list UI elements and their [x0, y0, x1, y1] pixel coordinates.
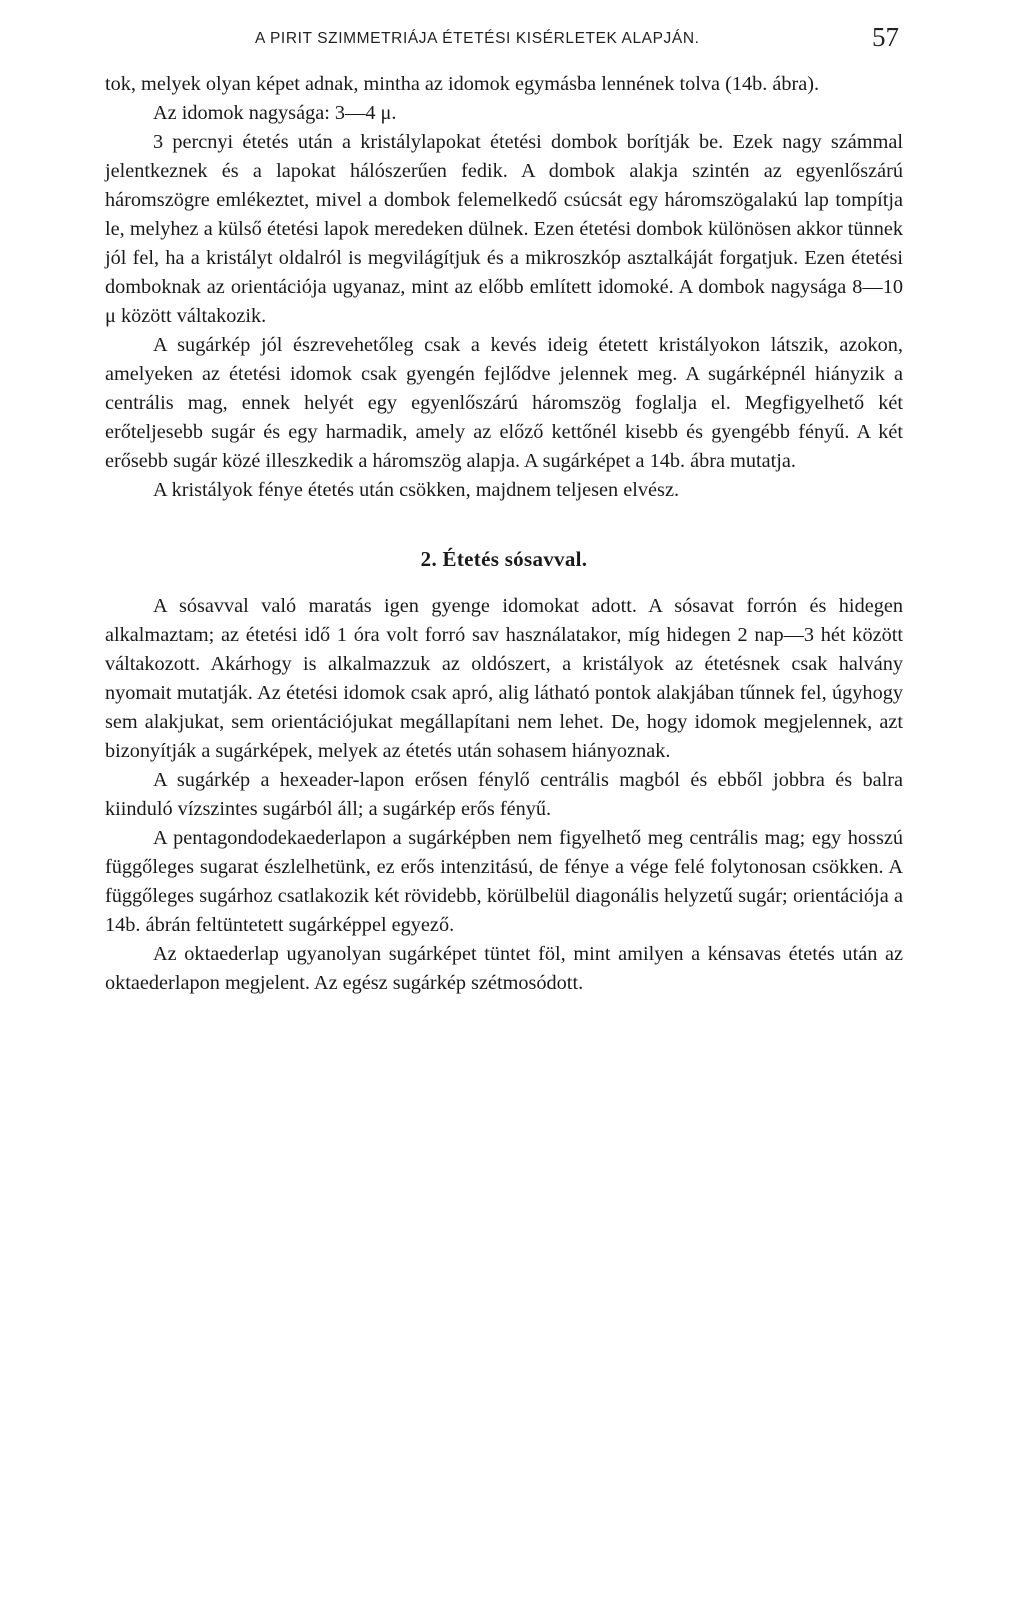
- running-title: A PIRIT SZIMMETRIÁJA ÉTETÉSI KISÉRLETEK ALAPJÁN.: [255, 30, 700, 47]
- paragraph-octahedron-ray: Az oktaederlap ugyanolyan sugárképet tüntet föl, mint amilyen a kénsavas étetés után az oktaederlapon megjelent. Az egész sugárkép szétmosódott.: [105, 943, 903, 994]
- paragraph-crystal-luster: A kristályok fénye étetés után csökken, majdnem teljesen elvész.: [153, 479, 680, 501]
- paragraph-etching-hills: 3 percnyi étetés után a kristálylapokat étetési dombok borítják be. Ezek nagy számmal jelentkeznek és a lapokat hálószerűen fedik. A dombok alakja szintén az egyenlőszárú háromszögre emlékeztet, mivel a dombok felemelkedő csúcsát egy háromszögalakú lap tompítja le, melyhez a külső étetési lapok meredeken dülnek. Ezen étetési dombok különösen akkor tünnek jól fel, ha a kristályt oldalról is megvilágítjuk és a mikroszkóp asztalkáját forgatjuk. Ezen étetési domboknak az orientációja ugyanaz, mint az előbb említett idomoké. A dombok nagysága 8—10 μ között váltakozik.: [105, 131, 903, 327]
- book-page: [105, 18, 903, 998]
- running-header: [105, 18, 903, 70]
- paragraph-continuation: tok, melyek olyan képet adnak, mintha az idomok egymásba lennének tolva (14b. ábra).: [105, 73, 820, 95]
- paragraph-idom-size: Az idomok nagysága: 3—4 μ.: [153, 102, 397, 124]
- body-text: [105, 70, 903, 998]
- paragraph-hexahedron-ray: A sugárkép a hexeader-lapon erősen fénylő centrális magból és ebből jobbra és balra kiinduló vízszintes sugárból áll; a sugárkép erős fényű.: [105, 769, 903, 820]
- section-heading: 2. Étetés sósavval.: [420, 547, 588, 571]
- paragraph-pentagondodecahedron-ray: A pentagondodekaederlapon a sugárképben nem figyelhető meg centrális mag; egy hosszú függőleges sugarat észlelhetünk, ez erős intenzitású, de fénye a vége felé folytonosan csökken. A függőleges sugárhoz csatlakozik két rövidebb, körülbelül diagonális helyzetű sugár; orientációja a 14b. ábrán feltüntetett sugárképpel egyező.: [105, 827, 903, 936]
- page-number: 57: [872, 22, 899, 52]
- paragraph-ray-pattern: A sugárkép jól észrevehetőleg csak a kevés ideig étetett kristályokon látszik, azokon, amelyeken az étetési idomok csak gyengén fejlődve jelennek meg. A sugárképnél hiányzik a centrális mag, ennek helyét egy egyenlőszárú háromszög foglalja el. Megfigyelhető két erőteljesebb sugár és egy harmadik, amely az előző kettőnél kisebb és gyengébb fényű. A két erősebb sugár közé illeszkedik a háromszög alapja. A sugárképet a 14b. ábra mutatja.: [105, 334, 903, 472]
- paragraph-hydrochloric-etching: A sósavval való maratás igen gyenge idomokat adott. A sósavat forrón és hidegen alkalmaztam; az étetési idő 1 óra volt forró sav használatakor, míg hidegen 2 nap—3 hét között váltakozott. Akárhogy is alkalmazzuk az oldószert, a kristályok az étetésnek csak halvány nyomait mutatják. Az étetési idomok csak apró, alig látható pontok alakjában tűnnek fel, úgyhogy sem alakjukat, sem orientációjukat megállapítani nem lehet. De, hogy idomok megjelennek, azt bizonyítják a sugárképek, melyek az étetés után sohasem hiányoznak.: [105, 595, 903, 762]
